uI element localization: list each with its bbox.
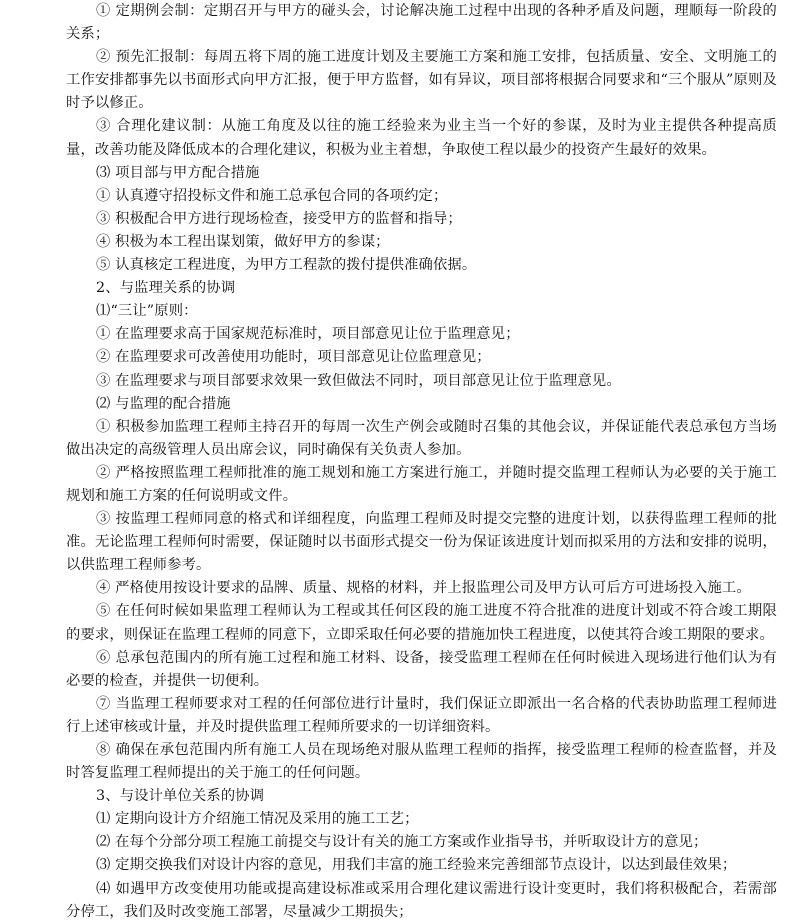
paragraph-supervision-7: ⑦ 当监理工程师要求对工程的任何部位进行计量时，我们保证立即派出一名合格的代表协助监理工程师进行上述审核或计量，并及时提供监理工程师所要求的一切详细资料。	[66, 695, 777, 735]
paragraph-regular-meeting: ① 定期例会制：定期召开与甲方的碰头会，讨论解决施工过程中出现的各种矛盾及问题，理顺每一阶段的关系；	[66, 3, 777, 43]
paragraph-supervision-8: ⑧ 确保在承包范围内所有施工人员在现场绝对服从监理工程师的指挥，接受监理工程师的检查监督，并及时答复监理工程师提出的关于施工的任何问题。	[66, 742, 777, 782]
paragraph-design-3: ⑶ 定期交换我们对设计内容的意见，用我们丰富的施工经验来完善细部节点设计，以达到最佳效果；	[96, 857, 737, 874]
paragraph-design-4: ⑷ 如遇甲方改变使用功能或提高建设标准或采用合理化建议需进行设计变更时，我们将积极配合，若需部分停工，我们及时改变施工部署，尽量减少工期损失；	[66, 880, 777, 920]
paragraph-owner-item-4: ④ 积极为本工程出谋划策，做好甲方的参谋；	[96, 233, 390, 250]
paragraph-advance-report: ② 预先汇报制：每周五将下周的施工进度计划及主要施工方案和施工安排，包括质量、安全、文明施工的工作安排都事先以书面形式向甲方汇报，便于甲方监督，如有异议，项目部将根据合同要求和“三个服从”原则及时予以修正。	[66, 49, 777, 112]
paragraph-yield-2: ② 在监理要求可改善使用功能时，项目部意见让位监理意见；	[96, 349, 491, 366]
paragraph-yield-3: ③ 在监理要求与项目部要求效果一致但做法不同时，项目部意见让位于监理意见。	[96, 372, 621, 389]
paragraph-supervision-6: ⑥ 总承包范围内的所有施工过程和施工材料、设备，接受监理工程师在任何时候进入现场进行他们认为有必要的检查，并提供一切便利。	[66, 649, 777, 689]
heading-supervision: 2、与监理关系的协调	[96, 280, 236, 297]
paragraph-owner-item-1: ① 认真遵守招投标文件和施工总承包合同的各项约定；	[96, 187, 448, 204]
paragraph-design-2: ⑵ 在每个分部分项工程施工前提交与设计有关的施工方案或作业指导书，并听取设计方的意见；	[96, 834, 708, 851]
heading-supervision-cooperation: ⑵ 与监理的配合措施	[96, 395, 231, 412]
paragraph-supervision-2: ② 严格按照监理工程师批准的施工规划和施工方案进行施工，并随时提交监理工程师认为必要的关于施工规划和施工方案的任何说明或文件。	[66, 464, 777, 504]
paragraph-rational-suggestion: ③ 合理化建议制：从施工角度及以往的施工经验来为业主当一个好的参谋，及时为业主提供各种提高质量，改善功能及降低成本的合理化建议，积极为业主着想，争取使工程以最少的投资产生最好的效果。	[66, 118, 777, 158]
paragraph-supervision-4: ④ 严格使用按设计要求的品牌、质量、规格的材料，并上报监理公司及甲方认可后方可进场投入施工。	[96, 580, 751, 597]
paragraph-owner-item-5: ⑤ 认真核定工程进度，为甲方工程款的拨付提供准确依据。	[96, 257, 477, 274]
paragraph-owner-item-3: ③ 积极配合甲方进行现场检查，接受甲方的监督和指导；	[96, 210, 462, 227]
paragraph-supervision-3: ③ 按监理工程师同意的格式和详细程度，向监理工程师及时提交完整的进度计划，以获得监理工程师的批准。无论监理工程师何时需要，保证随时以书面形式提交一份为保证该进度计划而拟采用的方法和安排的说明，以供监理工程师参考。	[66, 511, 777, 574]
heading-three-yield: ⑴“三让”原则：	[96, 303, 198, 320]
heading-design: 3、与设计单位关系的协调	[96, 788, 265, 805]
paragraph-supervision-5: ⑤ 在任何时候如果监理工程师认为工程或其任何区段的施工进度不符合批准的进度计划或不符合竣工期限的要求，则保证在监理工程师的同意下，立即采取任何必要的措施加快工程进度，以使其符合竣工期限的要求。	[66, 603, 777, 643]
paragraph-yield-1: ① 在监理要求高于国家规范标准时，项目部意见让位于监理意见；	[96, 326, 520, 343]
paragraph-design-1: ⑴ 定期向设计方介绍施工情况及采用的施工工艺；	[96, 811, 419, 828]
heading-owner-cooperation: ⑶ 项目部与甲方配合措施	[96, 164, 260, 181]
paragraph-supervision-1: ① 积极参加监理工程师主持召开的每周一次生产例会或随时召集的其他会议，并保证能代表总承包方当场做出决定的高级管理人员出席会议，同时确保有关负责人参加。	[66, 418, 777, 458]
